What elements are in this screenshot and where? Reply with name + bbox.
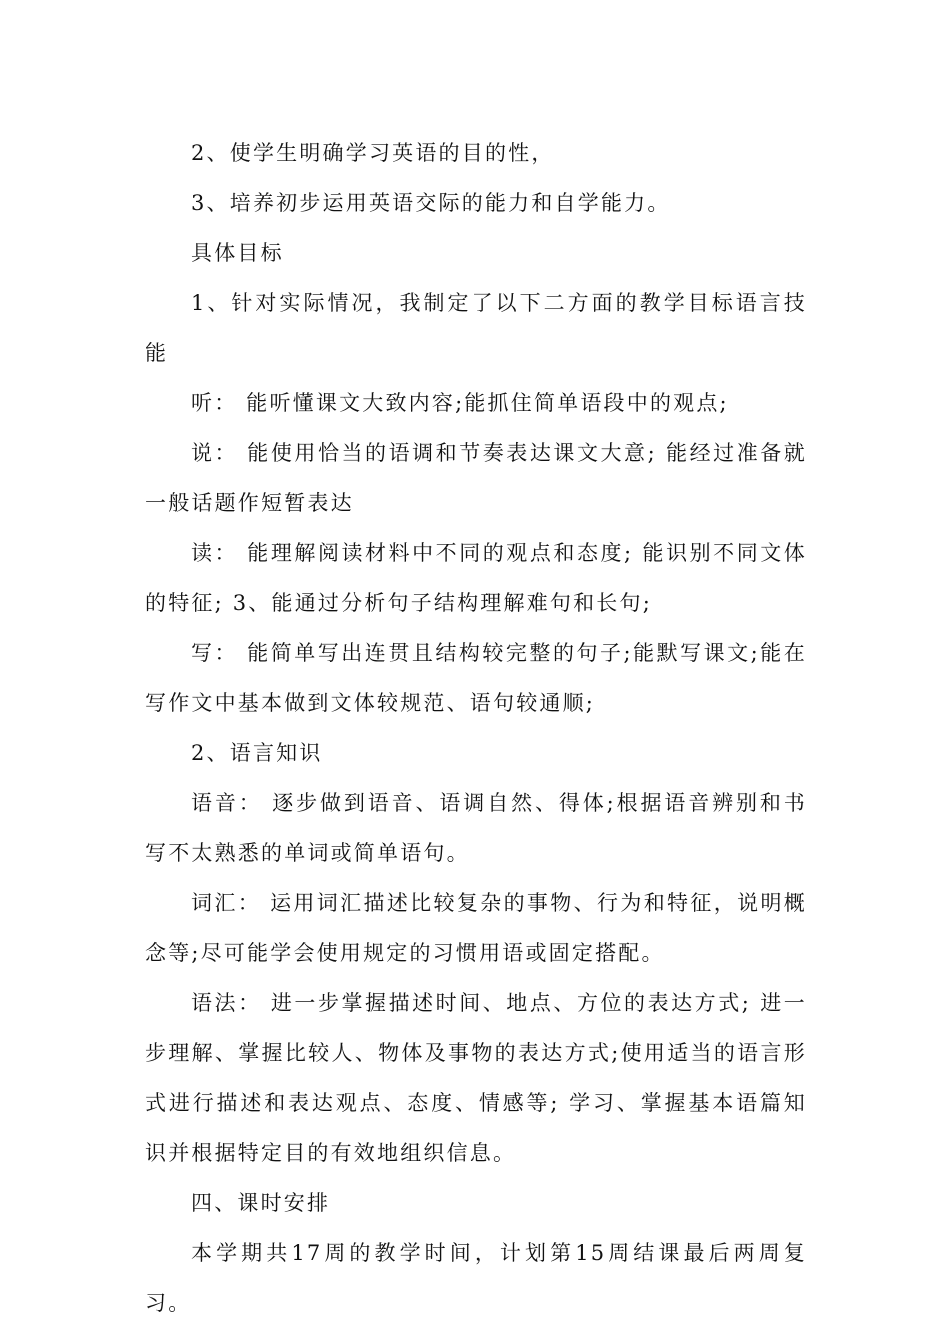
paragraph-vocabulary: 词汇： 运用词汇描述比较复杂的事物、行为和特征，说明概念等;尽可能学会使用规定的习惯用语或固定搭配。	[145, 891, 807, 965]
paragraph-writing: 写： 能简单写出连贯且结构较完整的句子;能默写课文;能在写作文中基本做到文体较规范、语句较通顺;	[145, 641, 807, 715]
paragraph-speaking: 说： 能使用恰当的语调和节奏表达课文大意; 能经过准备就一般话题作短暂表达	[145, 441, 807, 515]
heading-schedule: 四、课时安排	[191, 1191, 331, 1215]
paragraph-reading: 读： 能理解阅读材料中不同的观点和态度; 能识别不同文体的特征; 3、能通过分析句子结构理解难句和长句;	[145, 541, 807, 615]
paragraph-goal-2: 2、使学生明确学习英语的目的性，	[191, 141, 555, 165]
paragraph-schedule: 本学期共17周的教学时间，计划第15周结课最后两周复习。	[145, 1241, 807, 1315]
heading-specific-goals: 具体目标	[191, 241, 284, 265]
heading-language-knowledge: 2、语言知识	[191, 741, 323, 765]
paragraph-goal-3: 3、培养初步运用英语交际的能力和自学能力。	[191, 191, 671, 215]
document-body	[145, 128, 807, 1328]
paragraph-skills-intro: 1、针对实际情况，我制定了以下二方面的教学目标语言技能	[145, 291, 807, 365]
paragraph-grammar: 语法： 进一步掌握描述时间、地点、方位的表达方式; 进一步理解、掌握比较人、物体及事物的表达方式;使用适当的语言形式进行描述和表达观点、态度、情感等; 学习、掌握基本语篇知识并根据特定目的有效地组织信息。	[145, 991, 807, 1165]
paragraph-pronunciation: 语音： 逐步做到语音、语调自然、得体;根据语音辨别和书写不太熟悉的单词或简单语句。	[145, 791, 807, 865]
paragraph-listening: 听： 能听懂课文大致内容;能抓住简单语段中的观点;	[191, 391, 729, 415]
